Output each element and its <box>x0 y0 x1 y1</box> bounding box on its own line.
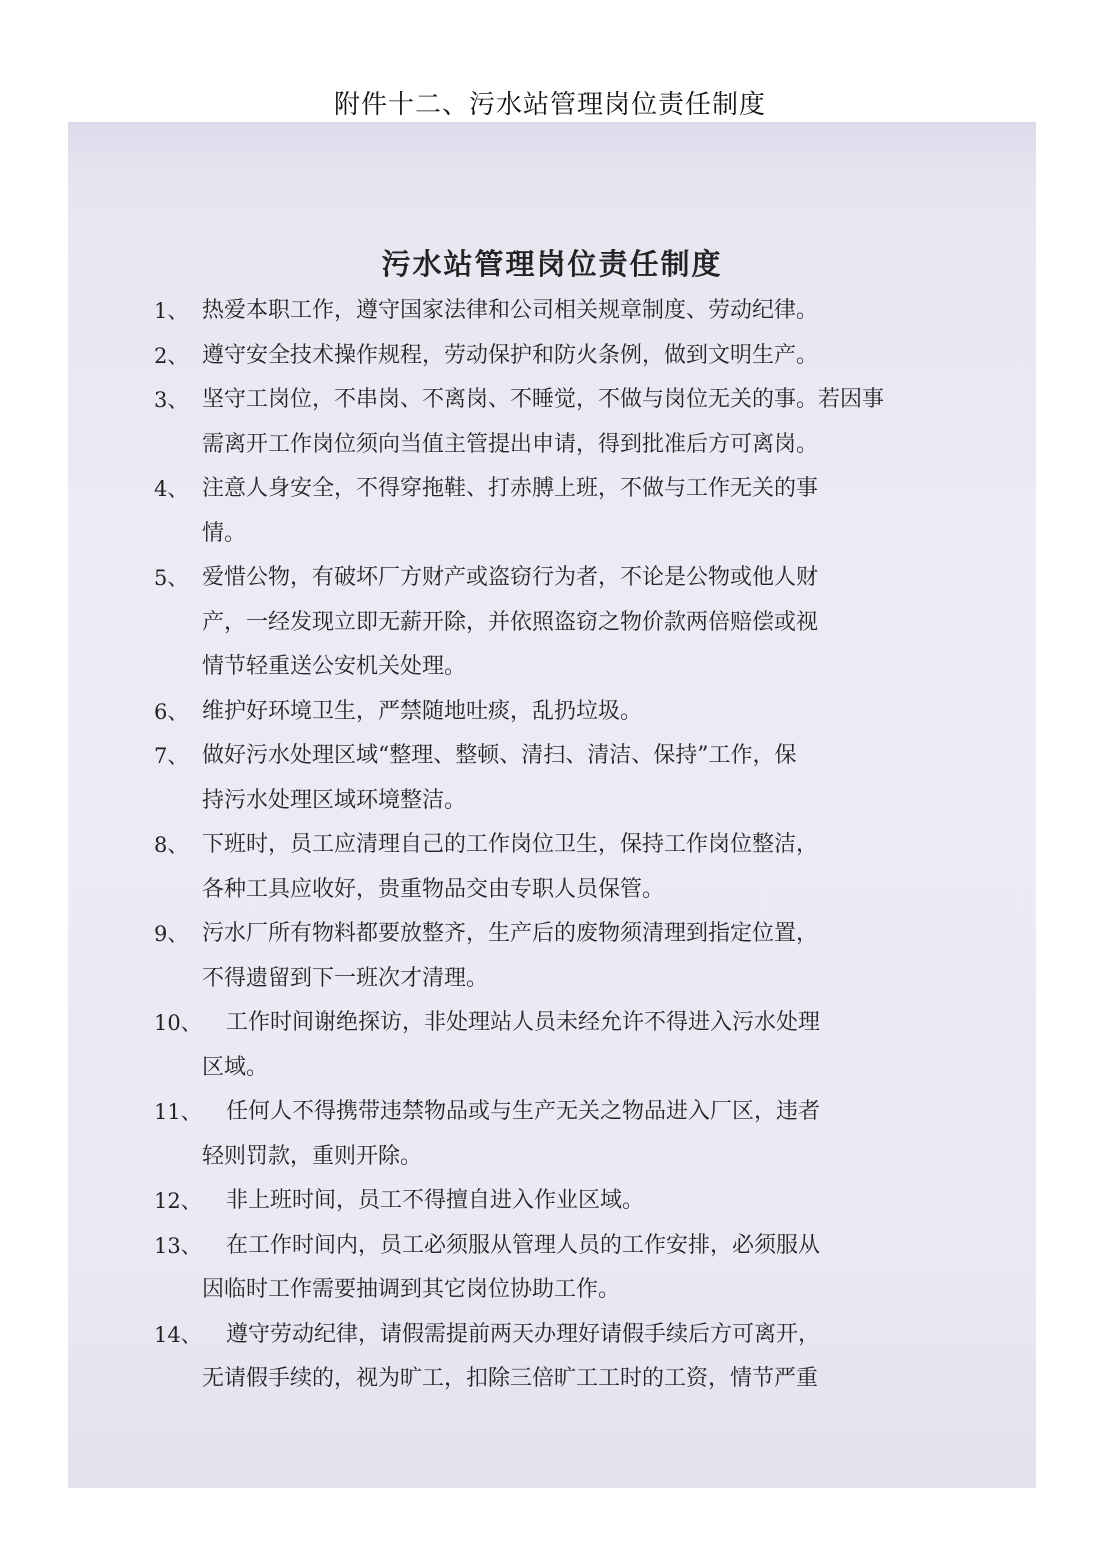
rule-text-line: 污水厂所有物料都要放整齐，生产后的废物须清理到指定位置， <box>202 921 819 946</box>
rule-text-line: 不得遗留到下一班次才清理。 <box>202 965 489 991</box>
rule-text-line: 各种工具应收好，贵重物品交由专职人员保管。 <box>202 876 665 902</box>
rule-text-line: 持污水处理区域环境整洁。 <box>202 787 467 813</box>
rule-number: 13、 <box>154 1233 202 1258</box>
rule-text-line: 遵守劳动纪律，请假需提前两天办理好请假手续后方可离开， <box>226 1321 821 1347</box>
rule-text-line: 非上班时间，员工不得擅自进入作业区域。 <box>226 1188 645 1213</box>
document-title: 污水站管理岗位责任制度 <box>381 247 723 281</box>
rule-number: 14、 <box>154 1322 202 1347</box>
rule-text-line: 爱惜公物，有破坏厂方财产或盗窃行为者，不论是公物或他人财 <box>202 565 819 590</box>
attachment-heading: 附件十二、污水站管理岗位责任制度 <box>333 90 766 120</box>
rule-number: 6、 <box>154 699 189 724</box>
rule-text-line: 情节轻重送公安机关处理。 <box>202 654 467 679</box>
rule-text-line: 维护好环境卫生，严禁随地吐痰，乱扔垃圾。 <box>202 698 643 724</box>
rule-text-line: 任何人不得携带违禁物品或与生产无关之物品进入厂区，违者 <box>226 1099 821 1124</box>
rule-text-line: 情。 <box>202 520 247 546</box>
rule-text-line: 热爱本职工作，遵守国家法律和公司相关规章制度、劳动纪律。 <box>202 298 819 323</box>
scanned-document-page <box>68 122 1036 1488</box>
rule-text-line: 因临时工作需要抽调到其它岗位协助工作。 <box>202 1277 621 1302</box>
rule-text-line: 注意人身安全，不得穿拖鞋、打赤膊上班，不做与工作无关的事 <box>202 476 819 501</box>
rule-number: 11、 <box>154 1100 202 1124</box>
rule-text-line: 下班时，员工应清理自己的工作岗位卫生，保持工作岗位整洁， <box>202 832 819 857</box>
rule-number: 5、 <box>154 566 189 590</box>
rule-text-line: 区域。 <box>202 1054 269 1080</box>
rule-number: 1、 <box>154 299 189 323</box>
rule-number: 7、 <box>154 744 189 768</box>
rule-number: 2、 <box>154 343 189 368</box>
rule-text-line: 坚守工岗位，不串岗、不离岗、不睡觉，不做与岗位无关的事。若因事 <box>202 387 885 412</box>
rule-number: 3、 <box>154 388 189 412</box>
rule-text-line: 轻则罚款，重则开除。 <box>202 1143 423 1169</box>
rule-text-line: 无请假手续的，视为旷工，扣除三倍旷工工时的工资，情节严重 <box>202 1366 819 1391</box>
rule-text-line: 遵守安全技术操作规程，劳动保护和防火条例，做到文明生产。 <box>202 342 819 368</box>
rule-text-line: 做好污水处理区域“整理、整顿、清扫、清洁、保持”工作，保 <box>202 743 797 768</box>
rule-number: 10、 <box>154 1011 202 1035</box>
rule-number: 9、 <box>154 922 189 946</box>
rule-text-line: 在工作时间内，员工必须服从管理人员的工作安排，必须服从 <box>226 1232 821 1258</box>
rule-number: 12、 <box>154 1189 202 1213</box>
rule-number: 4、 <box>154 477 189 501</box>
rule-text-line: 需离开工作岗位须向当值主管提出申请，得到批准后方可离岗。 <box>202 431 819 457</box>
rule-text-line: 产，一经发现立即无薪开除，并依照盗窃之物价款两倍赔偿或视 <box>202 609 819 635</box>
rule-number: 8、 <box>154 833 189 857</box>
rule-text-line: 工作时间谢绝探访，非处理站人员未经允许不得进入污水处理 <box>226 1010 821 1035</box>
